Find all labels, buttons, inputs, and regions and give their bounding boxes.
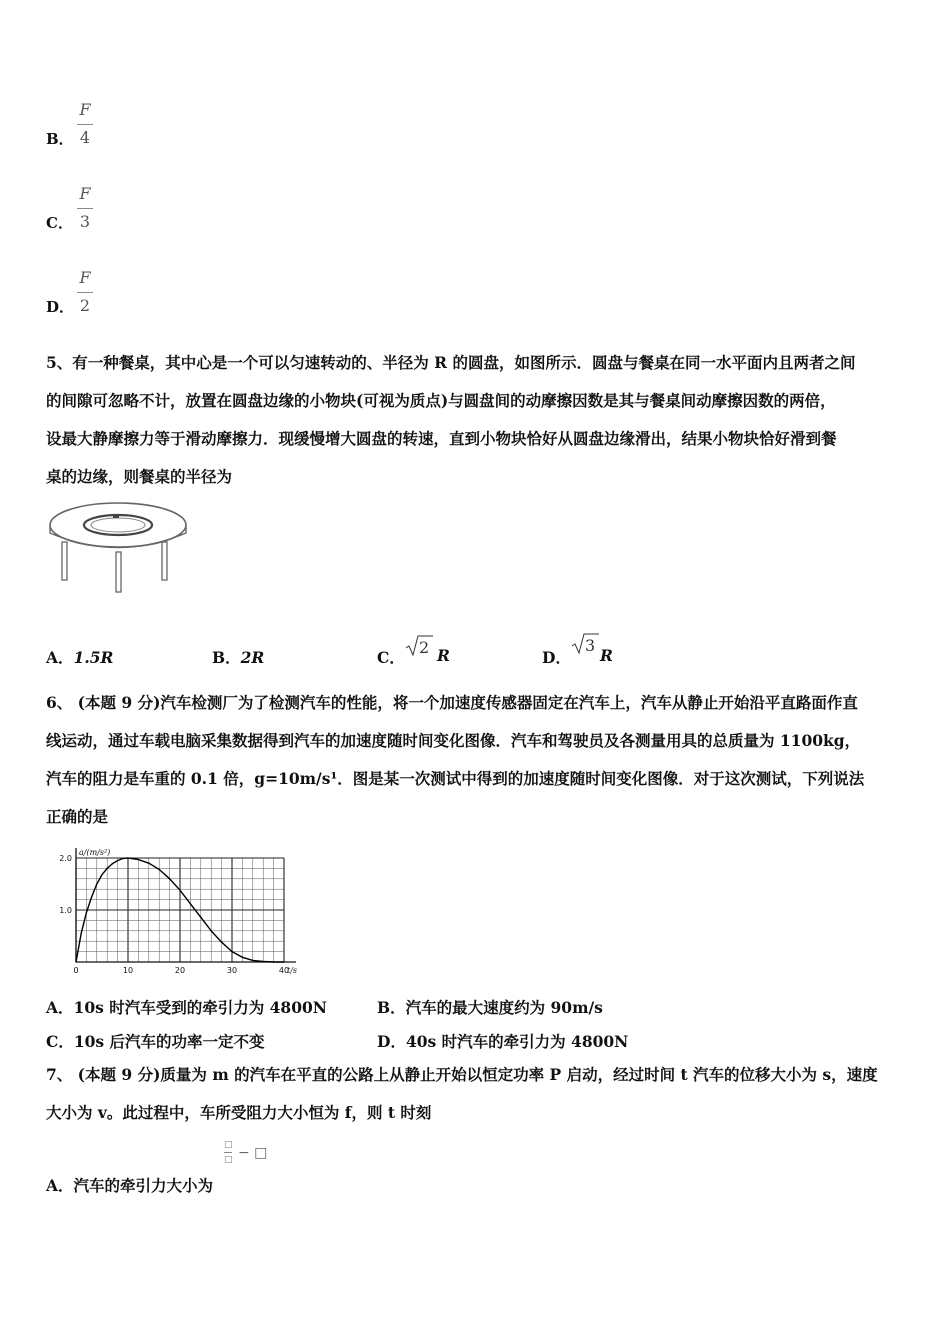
acceleration-time-chart — [46, 840, 316, 980]
formula-tail: − □ — [238, 1145, 268, 1161]
x-tick-label: 40 — [278, 966, 290, 975]
q5-line: 设最大静摩擦力等于滑动摩擦力．现缓慢增大圆盘的转速，直到小物块恰好从圆盘边缘滑出，结果小物块恰好滑到餐 — [46, 429, 837, 448]
data-point — [86, 912, 87, 913]
table-leg — [116, 552, 121, 592]
fraction-denominator: 4 — [79, 128, 91, 147]
option-letter: A． — [46, 648, 74, 667]
x-axis-label: t/s — [287, 966, 298, 975]
option-text: 汽车的最大速度约为 90m/s — [405, 998, 603, 1017]
q7-line: 7、 (本题 9 分)质量为 m 的汽车在平直的公路上从静止开始以恒定功率 P 启动，经过时间 t 汽车的位移大小为 s，速度 — [46, 1065, 878, 1084]
q5-stem — [46, 344, 906, 496]
option-text: 1.5R — [73, 648, 114, 667]
data-point — [107, 868, 108, 869]
q6-line: 正确的是 — [46, 807, 109, 826]
data-point — [159, 869, 160, 870]
q6-line: 6、 (本题 9 分)汽车检测厂为了检测汽车的性能，将一个加速度传感器固定在汽车上，汽车从静止开始沿平直路面作直 — [46, 693, 858, 712]
q6-stem — [46, 684, 906, 836]
option-letter: A． — [46, 998, 74, 1017]
q5-line: 5、有一种餐桌，其中心是一个可以匀速转动的、半径为 R 的圆盘，如图所示．圆盘与餐桌在同一水平面内且两者之间 — [46, 353, 856, 372]
data-point — [242, 957, 243, 958]
option-letter: D． — [377, 1032, 406, 1051]
q7-line: 大小为 v。此过程中，车所受阻力大小恒为 f，则 t 时刻 — [46, 1103, 432, 1122]
option-letter: A． — [46, 1176, 74, 1195]
option-suffix-c: R — [437, 646, 450, 665]
q5-line: 的间隙可忽略不计，放置在圆盘边缘的小物块(可视为质点)与圆盘间的动摩擦因数是其与餐桌间动摩擦因数的两倍， — [46, 391, 836, 410]
data-point — [81, 933, 82, 934]
data-point — [179, 890, 180, 891]
fraction-denominator: 2 — [79, 296, 91, 315]
table-leg — [162, 542, 167, 580]
option-letter: B． — [377, 998, 406, 1017]
q6-line: 线运动，通过车载电脑采集数据得到汽车的加速度随时间变化图像．汽车和驾驶员及各测量用具的总质量为 1100kg， — [46, 731, 861, 750]
data-point — [112, 863, 113, 864]
data-point — [96, 883, 97, 884]
q5-option-c[interactable] — [377, 646, 405, 668]
option-text: 40s 时汽车的牵引力为 4800N — [405, 1032, 629, 1051]
q6-option-c[interactable] — [46, 1030, 265, 1052]
data-point — [283, 961, 284, 962]
formula-fraction-bar — [224, 1152, 232, 1153]
option-suffix-d: R — [600, 646, 613, 665]
fraction-bar — [77, 124, 93, 125]
option-letter: C． — [377, 648, 405, 667]
table-edge — [50, 525, 186, 548]
q6-option-b[interactable] — [377, 996, 603, 1018]
x-tick-label: 30 — [226, 966, 238, 975]
data-point — [190, 903, 191, 904]
q5-option-a[interactable] — [46, 646, 113, 668]
option-text: 2R — [240, 648, 265, 667]
radicand-c: 2 — [419, 638, 430, 657]
data-point — [221, 942, 222, 943]
data-point — [101, 874, 102, 875]
q5-option-b[interactable] — [212, 646, 264, 668]
q6-line: 汽车的阻力是车重的 0.1 倍，g=10m/s¹．图是某一次测试中得到的加速度随时间变化图像．对于这次测试，下列说法 — [46, 769, 865, 788]
data-point — [91, 896, 92, 897]
fraction-numerator: F — [79, 268, 91, 287]
x-tick-label: 20 — [174, 966, 186, 975]
q6-option-d[interactable] — [377, 1030, 628, 1052]
dining-table-figure — [46, 498, 191, 596]
fraction-denominator: 3 — [79, 212, 91, 231]
data-point — [211, 930, 212, 931]
q6-option-a[interactable] — [46, 996, 327, 1018]
fraction-bar — [77, 208, 93, 209]
data-point — [122, 858, 123, 859]
q7-option-a[interactable] — [46, 1174, 213, 1196]
q5-option-d[interactable] — [542, 646, 571, 668]
data-point — [127, 857, 128, 858]
data-point — [169, 878, 170, 879]
data-point — [200, 917, 201, 918]
fraction-numerator: F — [79, 100, 91, 119]
small-block — [113, 514, 119, 518]
fraction-numerator: F — [79, 184, 91, 203]
data-point — [148, 863, 149, 864]
data-point — [75, 961, 76, 962]
option-letter: D． — [46, 298, 75, 316]
data-point — [138, 859, 139, 860]
table-leg — [62, 542, 67, 580]
fraction-bar — [77, 292, 93, 293]
data-point — [263, 961, 264, 962]
y-tick-label: 2.0 — [59, 854, 72, 863]
formula-numerator-box: □ — [224, 1140, 233, 1150]
x-tick-label: 0 — [73, 966, 79, 975]
option-letter: B． — [212, 648, 241, 667]
q5-line: 桌的边缘，则餐桌的半径为 — [46, 467, 233, 486]
option-letter: C． — [46, 1032, 74, 1051]
y-axis-label: a/(m/s²) — [79, 848, 111, 857]
option-text: 汽车的牵引力大小为 — [73, 1176, 214, 1195]
turntable-inner — [91, 518, 145, 532]
option-letter: B． — [46, 130, 74, 148]
option-letter: C． — [46, 214, 73, 232]
q7-stem — [46, 1056, 906, 1132]
data-point — [231, 951, 232, 952]
data-point — [273, 961, 274, 962]
x-tick-label: 10 — [122, 966, 134, 975]
option-text: 10s 后汽车的功率一定不变 — [73, 1032, 265, 1051]
data-point — [117, 860, 118, 861]
option-letter: D． — [542, 648, 571, 667]
data-point — [252, 960, 253, 961]
y-tick-label: 1.0 — [59, 906, 72, 915]
option-text: 10s 时汽车受到的牵引力为 4800N — [73, 998, 327, 1017]
radicand-d: 3 — [585, 636, 596, 655]
formula-denominator-box: □ — [224, 1155, 233, 1165]
